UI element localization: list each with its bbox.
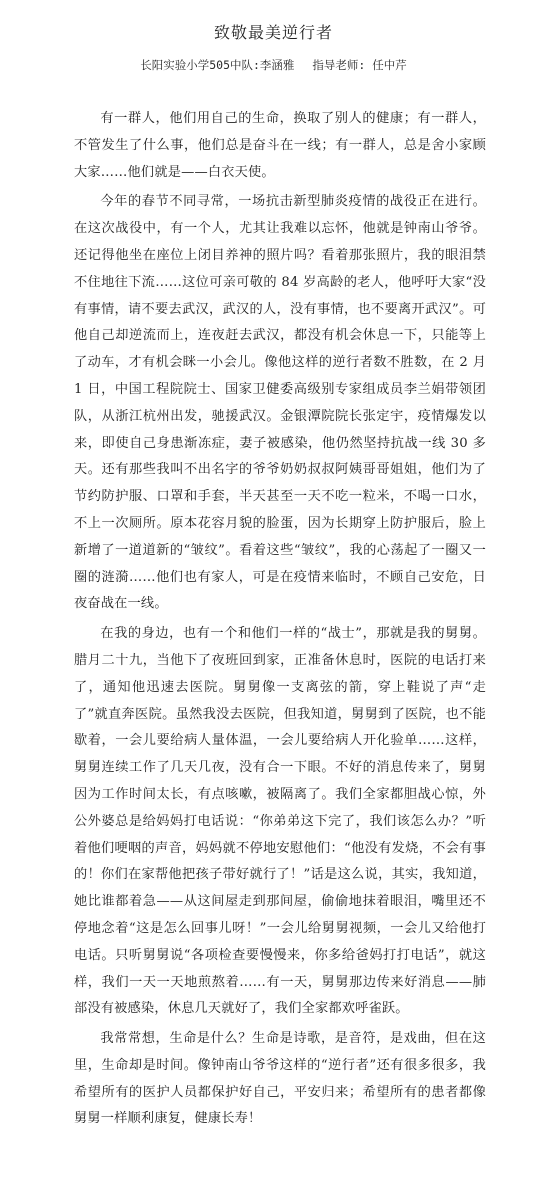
essay-title: 致敬最美逆行者 (213, 23, 333, 42)
school-author: 长阳实验小学505中队:李涵雅 (140, 58, 295, 72)
byline (0, 57, 547, 73)
paragraph-zhong-nanshan: 今年的春节不同寻常，一场抗击新型肺炎疫情的战役正在进行。在这次战役中，有一个人，尤其让我难以忘怀，他就是钟南山爷爷。还记得他坐在座位上闭目养神的照片吗？看着那张照片，我的眼泪禁不住地往下流……这位可亲可敬的 84 岁高龄的老人，他呼吁大家“没有事情，请不要去武汉，武汉的人，没有事情，也不要离开武汉”。可他自己却逆流而上，连夜赶去武汉，都没有机会休息一下，只能等上了动车，才有机会眯一小会儿。像他这样的逆行者数不胜数，在 2 月 1 日，中国工程院院士、国家卫健委高级别专家组成员李兰娟带领团队，从浙江杭州出发，驰援武汉。金银潭院院长张定宇，疫情爆发以来，即使自己身患渐冻症，妻子被感染，他仍然坚持抗战一线 30 多天。还有那些我叫不出名字的爷爷奶奶叔叔阿姨哥哥姐姐，他们为了节约防护服、口罩和手套，半天甚至一天不吃一粒米，不喝一口水，不上一次厕所。原本花容月貌的脸蛋，因为长期穿上防护服后，脸上新增了一道道新的“皱纹”。看着这些“皱纹”，我的心荡起了一圈又一圈的涟漪……他们也有家人，可是在疫情来临时，不顾自己安危，日夜奋战在一线。 (74, 194, 486, 612)
paragraph-uncle: 在我的身边，也有一个和他们一样的“战士”，那就是我的舅舅。腊月二十九，当他下了夜班回到家，正准备休息时，医院的电话打来了，通知他迅速去医院。舅舅像一支离弦的箭，穿上鞋说了声“走了”就直奔医院。虽然我没去医院，但我知道，舅舅到了医院，也不能歇着，一会儿要给病人量体温，一会儿要给病人开化验单……这样，舅舅连续工作了几天几夜，没有合一下眼。不好的消息传来了，舅舅因为工作时间太长，有点咳嗽，被隔离了。我们全家都胆战心惊，外公外婆总是给妈妈打电话说：“你弟弟这下完了，我们该怎么办？”听着他们哽咽的声音，妈妈就不停地安慰他们：“他没有发烧，不会有事的！你们在家帮他把孩子带好就行了！”话是这么说，其实，我知道，她比谁都着急——从这间屋走到那间屋，偷偷地抹着眼泪，嘴里还不停地念着“这是怎么回事儿呀！”一会儿给舅舅视频，一会儿又给他打电话。只听舅舅说“各项检查要慢慢来，你多给爸妈打打电话”，就这样，我们一天一天地煎熬着……有一天，舅舅那边传来好消息——肺部没有被感染，休息几天就好了，我们全家都欢呼雀跃。 (74, 626, 486, 1017)
paragraph-intro: 有一群人，他们用自己的生命，换取了别人的健康；有一群人，不管发生了什么事，他们总是奋斗在一线；有一群人，总是舍小家顾大家……他们就是——白衣天使。 (74, 111, 486, 180)
paragraph-conclusion: 我常常想，生命是什么？生命是诗歌，是音符，是戏曲，但在这里，生命却是时间。像钟南山爷爷这样的“逆行者”还有很多很多，我希望所有的医护人员都保护好自己，平安归来；希望所有的患者都像舅舅一样顺利康复，健康长寿！ (74, 1031, 486, 1127)
teacher-credit: 指导老师: 任中芹 (312, 58, 407, 72)
essay-body (74, 106, 486, 1133)
